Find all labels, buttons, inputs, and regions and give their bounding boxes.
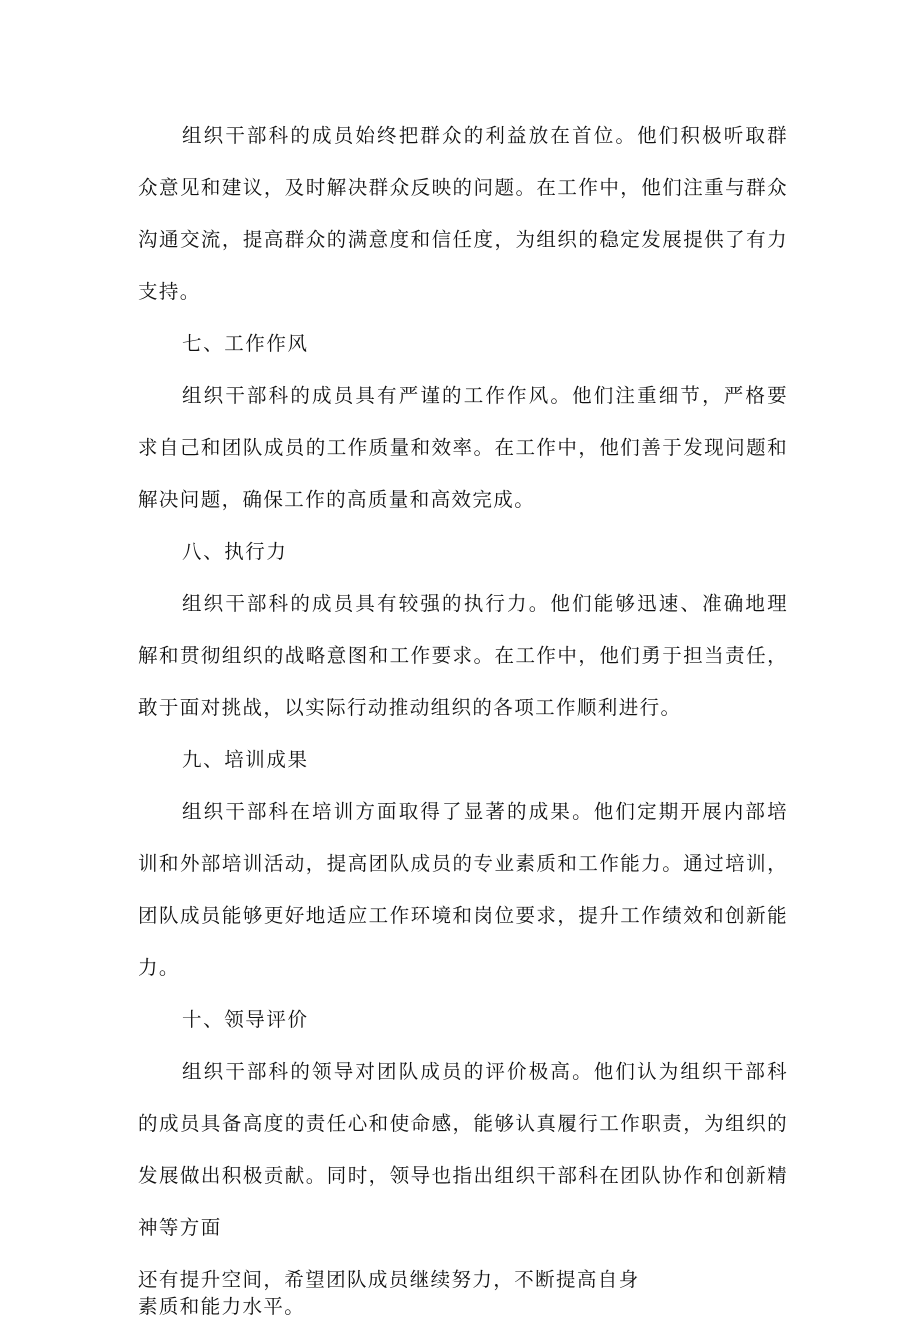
paragraph-leadership-evaluation-ending: 素质和能力水平。 xyxy=(138,1295,306,1318)
document-body xyxy=(138,110,788,1322)
section-heading-leadership-evaluation: 十、领导评价 xyxy=(182,1008,309,1031)
paragraph-leadership-evaluation-continued: 还有提升空间，希望团队成员继续努力，不断提高自身 xyxy=(138,1268,640,1291)
paragraph-public-interest: 组织干部科的成员始终把群众的利益放在首位。他们积极听取群众意见和建议，及时解决群众反映的问题。在工作中，他们注重与群众沟通交流，提高群众的满意度和信任度，为组织的稳定发展提供了有力支持。 xyxy=(138,124,788,303)
paragraph-execution: 组织干部科的成员具有较强的执行力。他们能够迅速、准确地理解和贯彻组织的战略意图和工作要求。在工作中，他们勇于担当责任，敢于面对挑战，以实际行动推动组织的各项工作顺利进行。 xyxy=(138,592,788,719)
section-heading-training: 九、培训成果 xyxy=(182,748,309,771)
paragraph-leadership-evaluation: 组织干部科的领导对团队成员的评价极高。他们认为组织干部科的成员具备高度的责任心和使命感，能够认真履行工作职责，为组织的发展做出积极贡献。同时，领导也指出组织干部科在团队协作和创新精神等方面 xyxy=(138,1060,788,1239)
section-heading-execution: 八、执行力 xyxy=(182,540,288,563)
paragraph-training: 组织干部科在培训方面取得了显著的成果。他们定期开展内部培训和外部培训活动，提高团队成员的专业素质和工作能力。通过培训，团队成员能够更好地适应工作环境和岗位要求，提升工作绩效和创新能力。 xyxy=(138,800,788,979)
section-heading-work-style: 七、工作作风 xyxy=(182,332,309,355)
paragraph-work-style: 组织干部科的成员具有严谨的工作作风。他们注重细节，严格要求自己和团队成员的工作质量和效率。在工作中，他们善于发现问题和解决问题，确保工作的高质量和高效完成。 xyxy=(138,384,788,511)
